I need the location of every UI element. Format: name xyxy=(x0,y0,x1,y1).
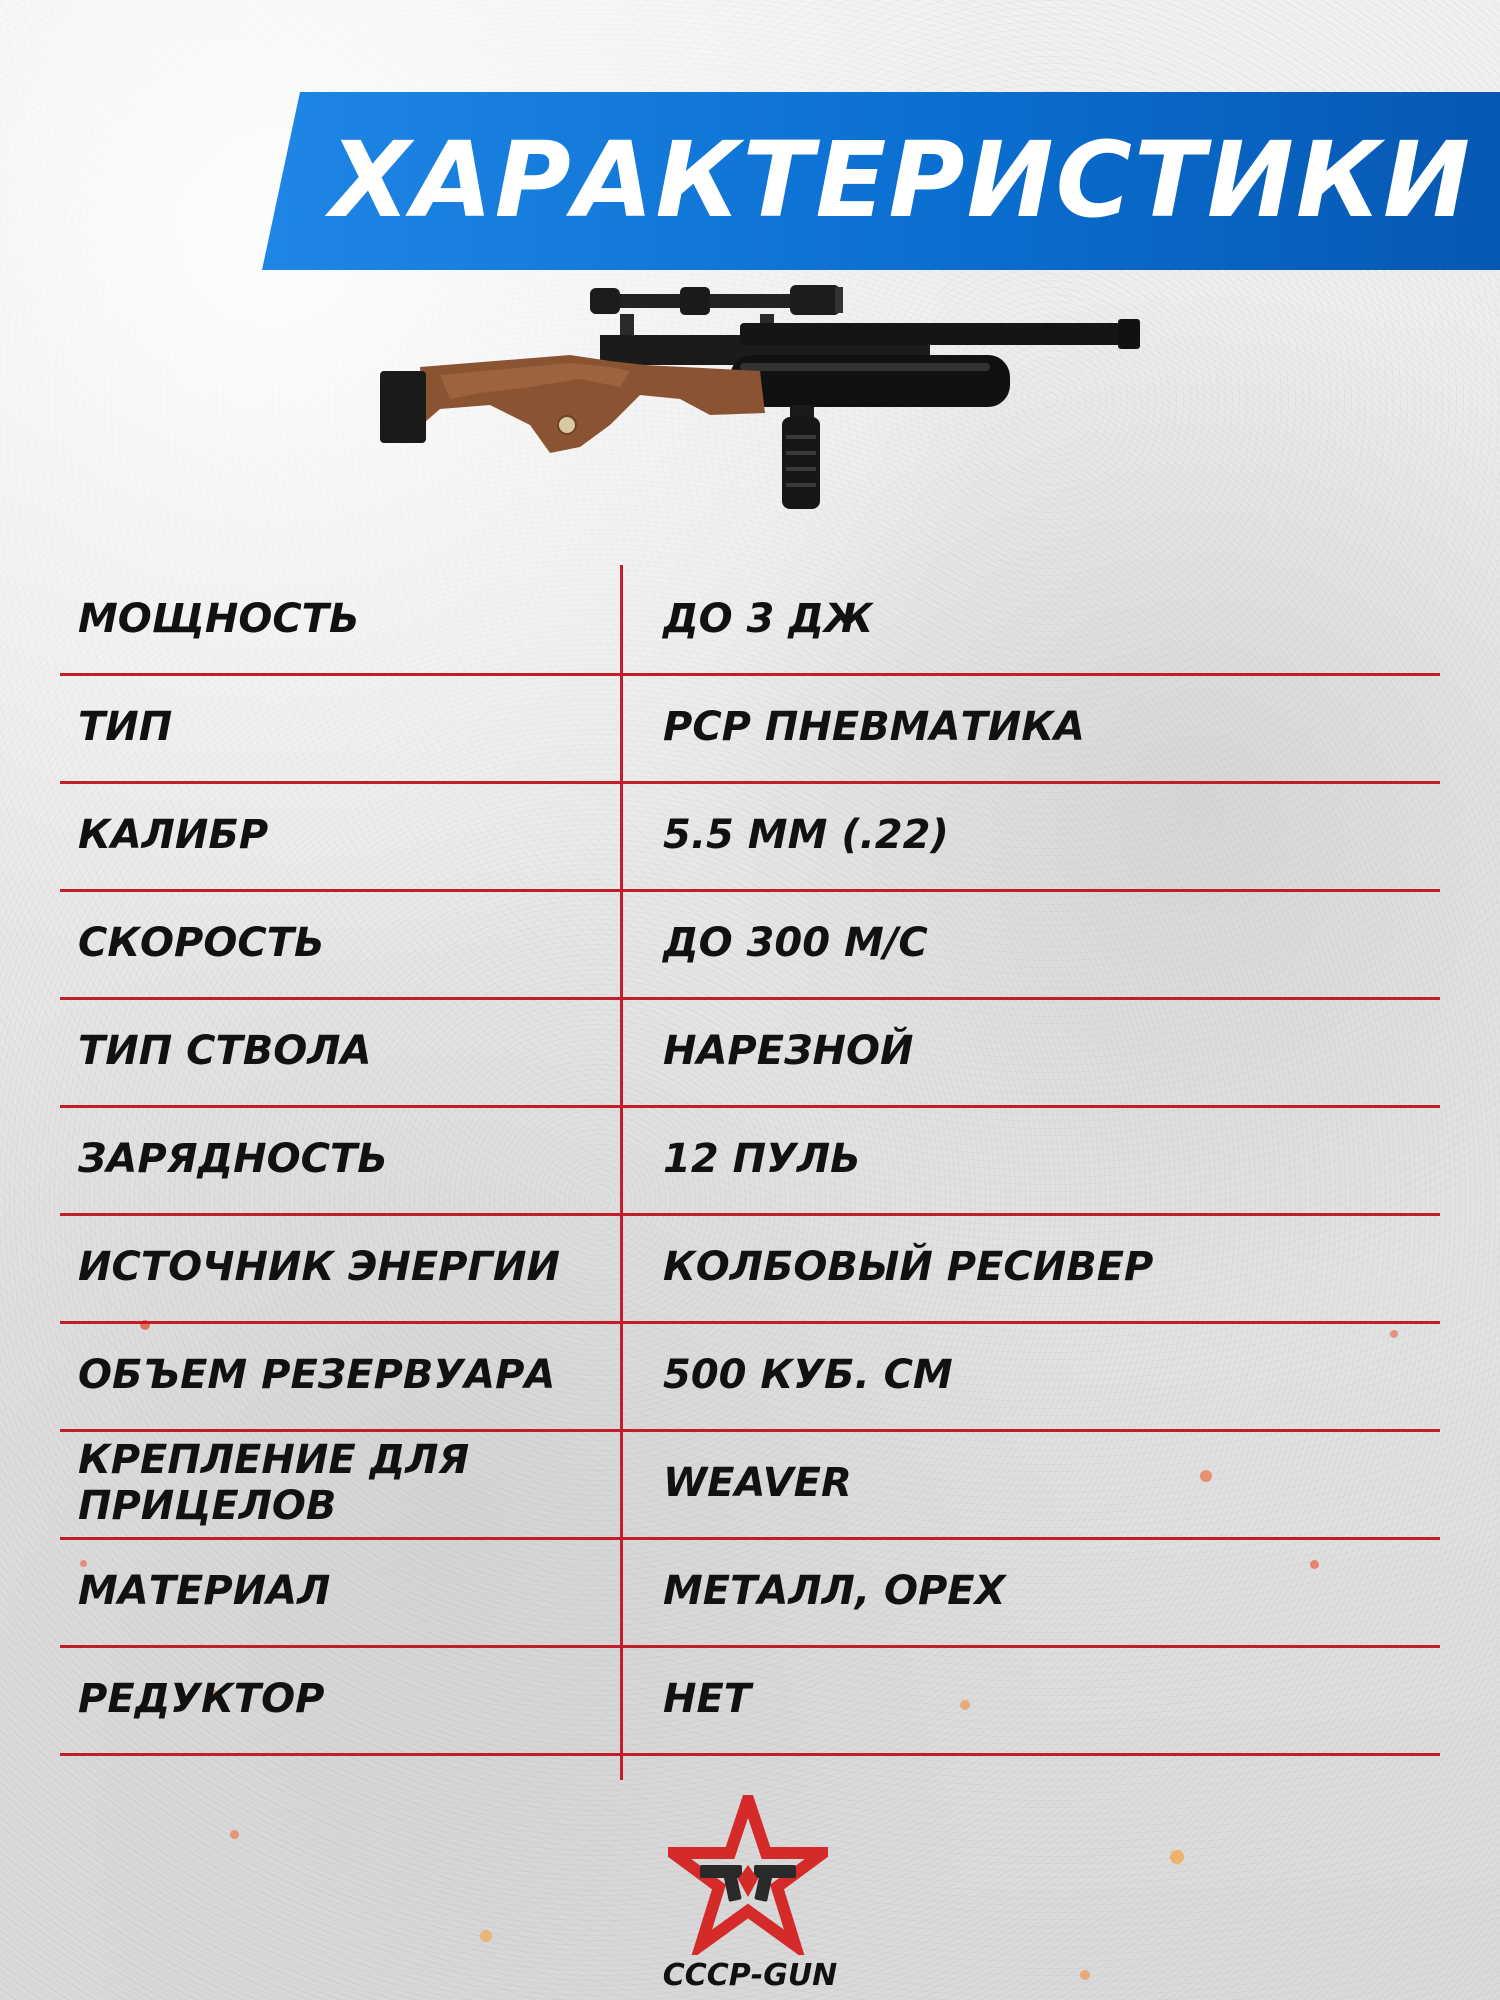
spec-label: МОЩНОСТЬ xyxy=(78,596,360,642)
spec-label: ЗАРЯДНОСТЬ xyxy=(78,1136,388,1182)
spec-value: ДО 300 М/С xyxy=(663,920,928,966)
star-logo-icon xyxy=(668,1795,828,1955)
spec-value: НАРЕЗНОЙ xyxy=(663,1028,914,1074)
table-row xyxy=(60,1321,1440,1432)
page-title: ХАРАКТЕРИСТИКИ xyxy=(330,119,1472,241)
spec-label: ТИП СТВОЛА xyxy=(78,1028,372,1074)
rifle-image xyxy=(380,275,1140,535)
spec-label: СКОРОСТЬ xyxy=(78,920,325,966)
table-row xyxy=(60,781,1440,892)
spec-value: МЕТАЛЛ, ОРЕХ xyxy=(663,1568,1006,1614)
table-row xyxy=(60,673,1440,784)
table-row xyxy=(60,565,1440,676)
table-row xyxy=(60,1213,1440,1324)
spec-value: WEAVER xyxy=(663,1460,852,1506)
spec-label: ОБЪЕМ РЕЗЕРВУАРА xyxy=(78,1352,556,1398)
spec-value: 12 ПУЛЬ xyxy=(663,1136,861,1182)
table-row xyxy=(60,1105,1440,1216)
spec-label: ИСТОЧНИК ЭНЕРГИИ xyxy=(78,1244,560,1290)
brand-logo-text: СССР-GUN xyxy=(662,1958,838,1993)
spec-label: МАТЕРИАЛ xyxy=(78,1568,331,1614)
spec-value: КОЛБОВЫЙ РЕСИВЕР xyxy=(663,1244,1154,1290)
spec-label: ТИП xyxy=(78,704,173,750)
spec-value: 500 КУБ. СМ xyxy=(663,1352,953,1398)
table-row xyxy=(60,889,1440,1000)
table-row xyxy=(60,1645,1440,1756)
table-row xyxy=(60,1537,1440,1648)
spec-value: PCP ПНЕВМАТИКА xyxy=(663,704,1085,750)
spec-table xyxy=(60,565,1440,1780)
table-row xyxy=(60,1429,1440,1540)
spec-value: ДО 3 ДЖ xyxy=(663,596,873,642)
spec-label: РЕДУКТОР xyxy=(78,1676,325,1722)
spec-label: КРЕПЛЕНИЕ ДЛЯ ПРИЦЕЛОВ xyxy=(78,1437,470,1529)
spec-value: 5.5 ММ (.22) xyxy=(663,812,949,858)
spec-label: КАЛИБР xyxy=(78,812,269,858)
spec-value: НЕТ xyxy=(663,1676,752,1722)
table-row xyxy=(60,997,1440,1108)
